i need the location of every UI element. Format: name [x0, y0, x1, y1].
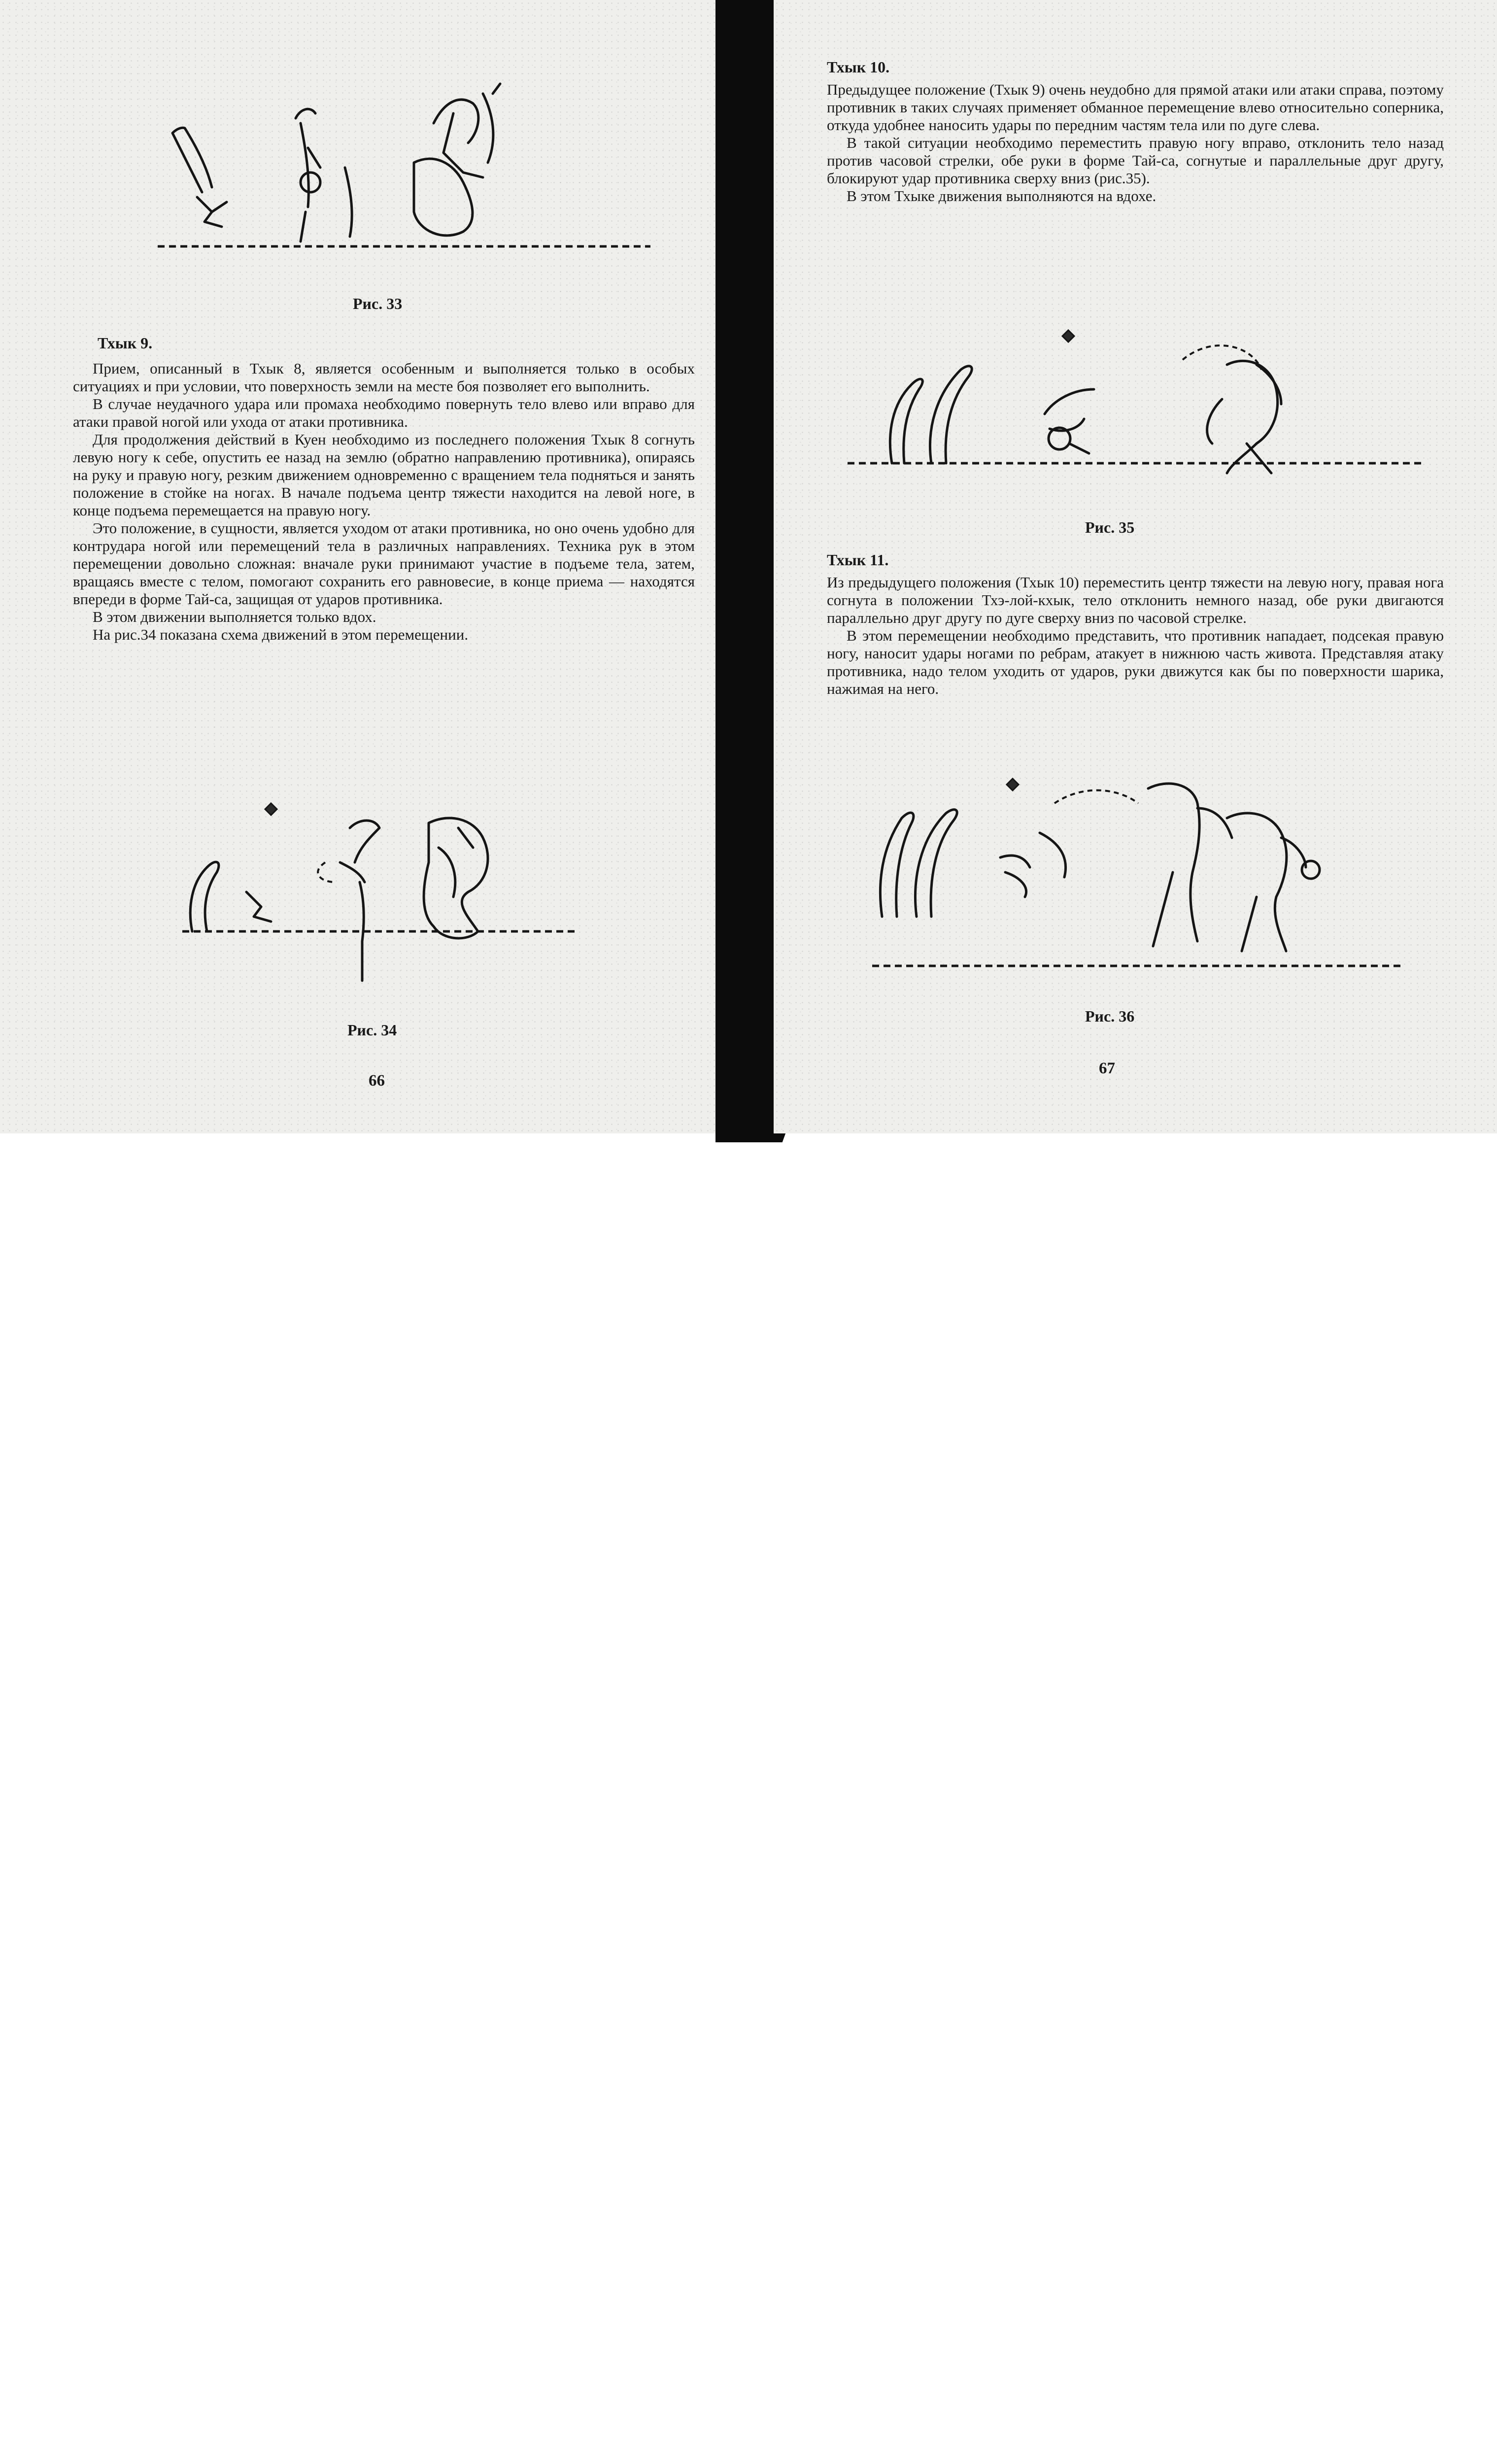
figure-36-illustration: [852, 759, 1424, 986]
section-heading: Тхык 11.: [827, 551, 889, 569]
paragraph: Для продолжения действий в Куен необходимо из последнего положения Тхык 8 согнуть левую ногу к себе, опустить ее назад на землю (обратно направлению противника), опираясь на руку и правую ногу, резким движением одновременно с вращением тела подняться и занять положение в стойке на ногах. В начале подъема центр тяжести находится на левой ноге, в конце подъема перемещается на правую ногу.: [73, 431, 695, 519]
paragraph: Это положение, в сущности, является уходом от атаки противника, но оно очень удобно для контрудара ногой или перемещений тела в различных направлениях. Техника рук в этом перемещении довольно сложная: вначале руки принимают участие в подъеме тела, затем, вращаясь вместе с телом, помогают сохранить его равновесие, в конце приема — находятся впереди в форме Тай-са, защищая от ударов противника.: [73, 519, 695, 608]
figure-36-caption: Рис. 36: [1085, 1007, 1135, 1025]
figure-35-illustration: [838, 315, 1434, 478]
right-body-text-2: [827, 574, 1444, 698]
paragraph: В такой ситуации необходимо переместить правую ногу вправо, отклонить тело назад против часовой стрелки, обе руки в форме Тай-са, согнутые и параллельные друг другу, блокируют удар противника сверху вниз (рис.35).: [827, 134, 1444, 187]
figure-34-caption: Рис. 34: [347, 1021, 397, 1039]
paragraph: В этом перемещении необходимо представить, что противник нападает, подсекая правую ногу, наносит удары ногами по ребрам, атакует в нижнюю часть живота. Представляя атаку противника, надо телом уходить от ударов, руки движутся как бы по поверхности шарика, нажимая на него.: [827, 627, 1444, 697]
figure-34-illustration: [163, 784, 586, 991]
left-page: [0, 0, 715, 1133]
scanned-spread: [0, 0, 1497, 1142]
left-body-text: [73, 360, 695, 644]
paragraph: Из предыдущего положения (Тхык 10) переместить центр тяжести на левую ногу, правая нога согнута в положении Тхэ-лой-кхык, тело отклонить немного назад, обе руки двигаются параллельно друг другу по дуге сверху вниз по часовой стрелке.: [827, 574, 1444, 626]
paragraph: На рис.34 показана схема движений в этом перемещении.: [93, 626, 469, 643]
paragraph: Прием, описанный в Тхык 8, является особенным и выполняется только в особых ситуациях и при условии, что поверхность земли на месте боя позволяет его выполнить.: [73, 360, 695, 395]
right-body-text-1: [827, 81, 1444, 205]
paragraph: В этом движении выполняется только вдох.: [93, 608, 376, 625]
paragraph: В случае неудачного удара или промаха необходимо повернуть тело влево или вправо для атаки правой ногой или ухода от атаки противника.: [73, 395, 695, 430]
paragraph: Предыдущее положение (Тхык 9) очень неудобно для прямой атаки или атаки справа, поэтому противник в таких случаях применяет обманное перемещение влево относительно соперника, откуда удобнее наносить удары по передним частям тела или по дуге слева.: [827, 81, 1444, 134]
page-number: 66: [369, 1072, 385, 1090]
section-heading: Тхык 10.: [827, 58, 890, 76]
figure-33-illustration: [138, 64, 660, 251]
book-gutter: [715, 0, 774, 1142]
figure-33-caption: Рис. 33: [353, 295, 403, 312]
section-heading: Тхык 9.: [98, 334, 153, 352]
figure-35-caption: Рис. 35: [1085, 518, 1135, 536]
paragraph: В этом Тхыке движения выполняются на вдохе.: [847, 187, 1157, 205]
right-page: [774, 0, 1497, 1133]
page-number: 67: [1099, 1060, 1115, 1077]
